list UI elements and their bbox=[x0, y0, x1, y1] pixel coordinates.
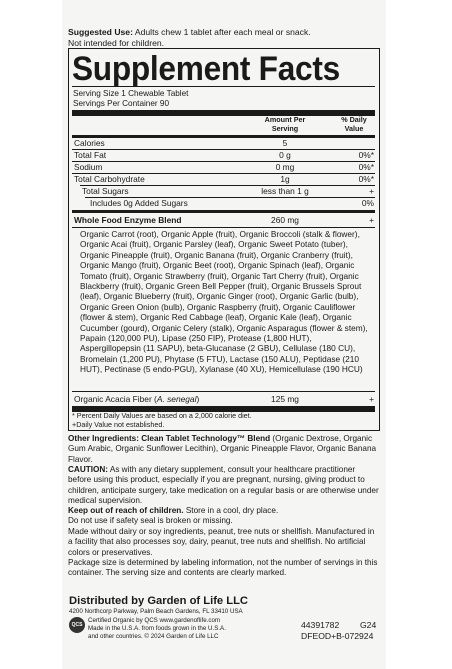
fiber-name: Organic Acacia Fiber (A. senegal) bbox=[74, 394, 200, 404]
amount-per-serving-header: Amount Per Serving bbox=[264, 115, 306, 133]
cert-line-3: and other countries. © 2024 Garden of Life LLC bbox=[88, 633, 219, 640]
nutrient-name: Total Fat bbox=[74, 150, 107, 160]
blend-name: Whole Food Enzyme Blend bbox=[74, 215, 182, 225]
fiber-dv: + bbox=[369, 394, 374, 404]
lot-code: G24 bbox=[360, 620, 377, 630]
divider bbox=[72, 161, 375, 162]
suggested-use: Suggested Use: Adults chew 1 tablet after each meal or snack. Not intended for children. bbox=[68, 27, 311, 48]
nutrient-dv: 0%* bbox=[358, 174, 374, 184]
footnote-not-established: +Daily Value not established. bbox=[72, 420, 165, 429]
allergen-text: Made without dairy or soy ingredients, peanut, tree nuts or shellfish. Manufactured in a facility that also processes soy, dairy, peanut, tree nuts and shellfish. No artificial colors or preservatives. bbox=[68, 527, 375, 557]
divider bbox=[72, 149, 375, 150]
nutrient-dv: + bbox=[369, 186, 374, 196]
divider bbox=[72, 86, 375, 87]
other-ingredients: Other Ingredients: Clean Tablet Technology™ Blend (Organic Dextrose, Organic Gum Arabic, Organic Sunflower Lecithin), Organic Pineapple Flavor, Organic Banana Flavor. bbox=[68, 434, 377, 464]
product-code: 44391782 bbox=[301, 620, 340, 630]
qcs-logo: QCS bbox=[69, 617, 85, 633]
blend-ingredients: Organic Carrot (root), Organic Apple (fruit), Organic Broccoli (stalk & flower), Organic Acai (fruit), Organic Parsley (leaf), Organic Sweet Potato (tuber), Organic Pineapple (fruit), Organic Banana (fruit), Organic Cranberry (fruit), Organic Mango (fruit), Organic Beet (root), Organic Spinach (leaf), Organic Tomato (fruit), Organic Strawberry (fruit), Organic Tart Cherry (fruit), Organic Blackberry (fruit), Organic Green Bell Pepper (fruit), Organic Brussels Sprout (leaf), Organic Blueberry (fruit), Organic Ginger (root), Organic Garlic (bulb), Organic Green Onion (bulb), Organic Raspberry (fruit), Organic Cauliflower (flower & stem), Organic Red Cabbage (leaf), Organic Kale (leaf), Organic Cucumber (gourd), Organic Celery (stalk), Organic Asparagus (flower & stem), Papain (120,000 PU), Lipase (250 FIP), Protease (1,800 HUT), Aspergillopepsin (11 SAPU), beta-Glucanase (2 GBU), Cellulase (180 CU), Bromelain (1,200 PU), Phytase (5 FTU), Lactase (150 ALU), Peptidase (210 HUT), Pectinase (5 endo-PGU), Xylanase (40 XU), Hemicellulase (190 HCU) bbox=[80, 229, 368, 375]
fiber-amount: 125 mg bbox=[271, 394, 299, 404]
distributor-title: Distributed by Garden of Life LLC bbox=[69, 595, 249, 607]
divider-thick bbox=[72, 110, 375, 116]
nutrient-amount: 0 g bbox=[279, 150, 291, 160]
nutrient-amount: 5 bbox=[282, 138, 288, 148]
divider bbox=[72, 227, 375, 228]
divider-medium bbox=[72, 135, 375, 138]
nutrient-amount: less than 1 g bbox=[261, 186, 309, 196]
cert-line-2: Made in the U.S.A. from foods grown in the U.S.A. bbox=[88, 625, 226, 632]
nutrient-amount: 1g bbox=[280, 174, 290, 184]
nutrient-dv: 0%* bbox=[358, 150, 374, 160]
nutrient-dv: 0%* bbox=[358, 162, 374, 172]
nutrient-name: Total Sugars bbox=[82, 186, 129, 196]
cert-line-1: Certified Organic by QCS www.gardenoflife.com bbox=[88, 617, 221, 624]
divider bbox=[72, 391, 375, 392]
nutrient-amount: 0 mg bbox=[275, 162, 295, 172]
daily-value-header: % Daily Value bbox=[341, 115, 367, 133]
nutrient-dv: 0% bbox=[361, 198, 374, 208]
facts-title: Supplement Facts bbox=[72, 50, 340, 88]
footnote-dv: * Percent Daily Values are based on a 2,000 calorie diet. bbox=[72, 411, 252, 420]
blend-dv: + bbox=[369, 215, 374, 225]
nutrient-name: Includes 0g Added Sugars bbox=[90, 198, 188, 208]
batch-code: DFEOD+B-072924 bbox=[301, 631, 374, 641]
nutrient-name: Calories bbox=[74, 138, 105, 148]
distributor-address: 4200 Northcorp Parkway, Palm Beach Gardens, FL 33410 USA bbox=[69, 608, 243, 615]
storage-text: Keep out of reach of children. Store in a cool, dry place. Do not use if safety seal is broken or missing. bbox=[68, 506, 279, 526]
package-text: Package size is determined by labeling information, not the number of servings in this container. The serving size and contents are clearly marked. bbox=[68, 558, 378, 578]
caution-text: CAUTION: As with any dietary supplement, consult your healthcare practitioner before using this product, especially if you are pregnant, nursing, giving product to children, anticipate surgery, take medication on a regular basis or are otherwise under medical supervision. bbox=[68, 465, 379, 506]
blend-amount: 260 mg bbox=[271, 215, 299, 225]
servings-per-container: Servings Per Container 90 bbox=[73, 99, 170, 108]
nutrient-name: Total Carbohydrate bbox=[74, 174, 145, 184]
divider-medium bbox=[72, 210, 375, 213]
nutrient-name: Sodium bbox=[74, 162, 103, 172]
serving-size: Serving Size 1 Chewable Tablet bbox=[73, 89, 189, 98]
